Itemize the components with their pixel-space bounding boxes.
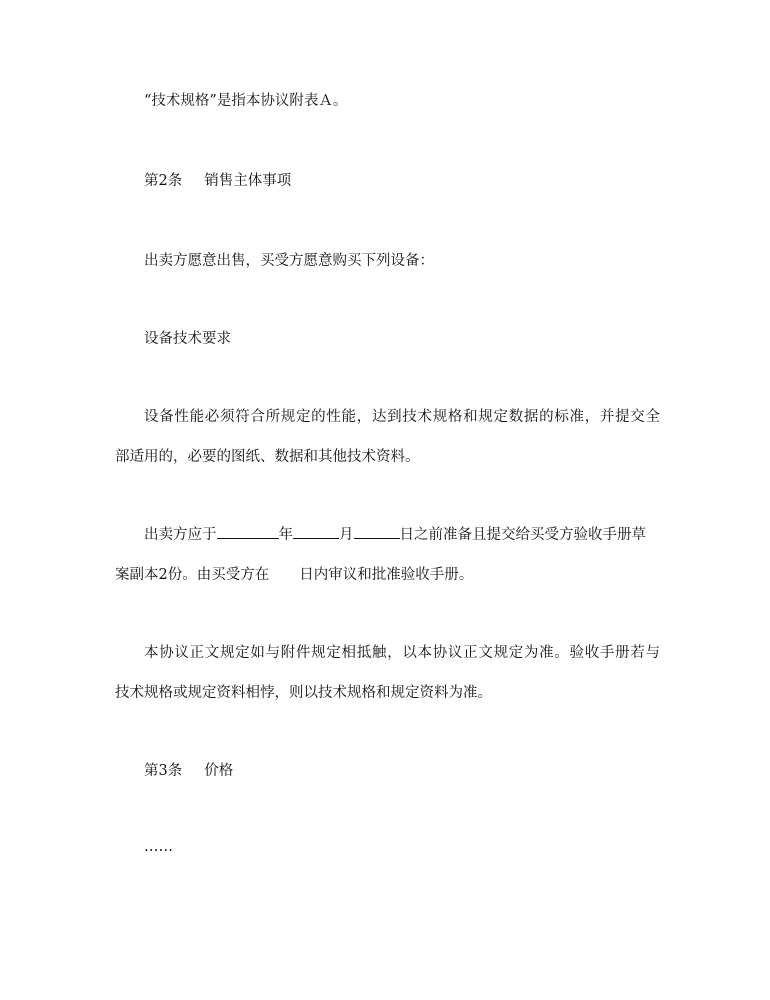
manual-paragraph-line-2 bbox=[115, 564, 660, 586]
month-blank bbox=[293, 524, 339, 539]
manual-paragraph-line-1 bbox=[144, 524, 660, 546]
day-blank bbox=[354, 524, 400, 539]
continuation-ellipsis: …… bbox=[144, 839, 173, 855]
manual-month-label: 月 bbox=[339, 527, 354, 543]
performance-paragraph-line-2: 部适用的，必要的图纸、数据和其他技术资料。 bbox=[115, 449, 420, 465]
performance-paragraph-line-1: 设备性能必须符合所规定的性能，达到技术规格和规定数据的标准，并提交全 bbox=[144, 409, 660, 425]
manual-review-suffix: 日内审议和批准验收手册。 bbox=[299, 567, 474, 583]
manual-prefix: 出卖方应于 bbox=[144, 527, 217, 543]
manual-day-suffix: 日之前准备且提交给买受方验收手册草 bbox=[399, 527, 646, 543]
article-2-number: 第2条 bbox=[144, 173, 183, 189]
definition-technical-specs: “技术规格”是指本协议附表Ａ。 bbox=[144, 93, 348, 109]
article-2-heading bbox=[144, 170, 660, 192]
manual-review-prefix: 案副本2份。由买受方在 bbox=[115, 567, 270, 583]
article-3-heading bbox=[144, 760, 660, 782]
precedence-paragraph-line-1: 本协议正文规定如与附件规定相抵触，以本协议正文规定为准。验收手册若与 bbox=[144, 645, 660, 661]
article-2-title: 销售主体事项 bbox=[204, 173, 292, 189]
article-3-title: 价格 bbox=[204, 763, 234, 779]
precedence-paragraph-line-2: 技术规格或规定资料相悖，则以技术规格和规定资料为准。 bbox=[115, 685, 492, 701]
manual-year-label: 年 bbox=[278, 527, 293, 543]
article-3-number: 第3条 bbox=[144, 763, 183, 779]
equipment-requirements-heading: 设备技术要求 bbox=[144, 331, 231, 347]
year-blank bbox=[217, 524, 279, 539]
sale-intro-paragraph: 出卖方愿意出售，买受方愿意购买下列设备： bbox=[144, 253, 434, 269]
